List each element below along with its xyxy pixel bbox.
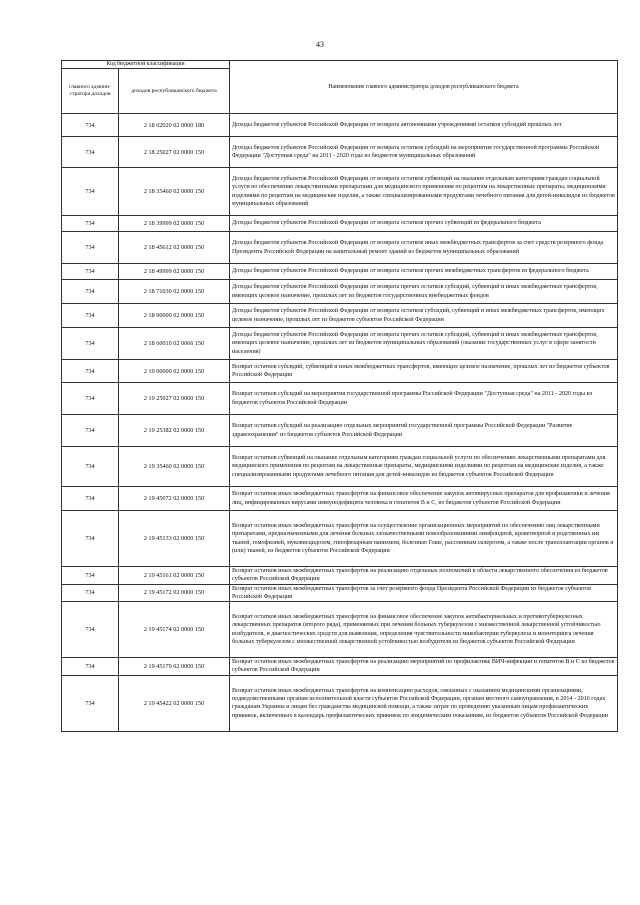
- revenue-name: Возврат остатков иных межбюджетных трансфертов на осуществление организационных мероприятий по обеспечению лиц лекарственными препаратами, предназначенными для лечения больных злокачественными новообразованиями лимфоидной, кроветворной и родственных им тканей, гемофилией, муковисцидозом, гипофизарным нанизмом, болезнью Гоше, рассеянным склерозом, а также после трансплантации органов и (или) тканей, из бюджетов субъектов Российской Федерации: [230, 511, 618, 567]
- administrator-code: 734: [62, 602, 119, 658]
- table-row: [62, 415, 618, 447]
- revenue-code: 2 19 45174 02 0000 150: [119, 602, 230, 658]
- table-row: [62, 168, 618, 216]
- administrator-code: 734: [62, 114, 119, 137]
- revenue-name: Доходы бюджетов субъектов Российской Федерации от возврата остатков прочих межбюджетных трансфертов из федерального бюджета: [230, 264, 618, 280]
- table-row: [62, 447, 618, 487]
- revenue-code: 2 18 35460 02 0000 150: [119, 168, 230, 216]
- administrator-code: 734: [62, 658, 119, 676]
- revenue-name: Доходы бюджетов субъектов Российской Федерации от возврата остатков субсидий, субвенций и иных межбюджетных трансфертов, имеющих целевое назначение, прошлых лет из бюджетов субъектов Российской Федерации: [230, 304, 618, 328]
- table-row: [62, 216, 618, 232]
- table-row: [62, 567, 618, 585]
- revenue-code: 2 18 25027 02 0000 150: [119, 137, 230, 168]
- table-row: [62, 658, 618, 676]
- revenue-code: 2 18 60010 02 0066 150: [119, 328, 230, 360]
- administrator-code: 734: [62, 567, 119, 585]
- table-row: [62, 383, 618, 415]
- administrator-code: 734: [62, 168, 119, 216]
- revenue-name: Доходы бюджетов субъектов Российской Федерации от возврата прочих остатков субсидий, субвенций и иных межбюджетных трансфертов, имеющих целевое назначение, прошлых лет из бюджетов муниципальных образований (оказание государственных услуг в сфере занятости населения): [230, 328, 618, 360]
- revenue-name: Доходы бюджетов субъектов Российской Федерации от возврата остатков прочих субвенций из федерального бюджета: [230, 216, 618, 232]
- header-administrator-name: Наименование главного администратора доходов республиканского бюджета: [230, 61, 618, 114]
- revenue-code: 2 19 45133 02 0000 150: [119, 511, 230, 567]
- table-row: [62, 232, 618, 264]
- administrator-code: 734: [62, 511, 119, 567]
- table-row: [62, 328, 618, 360]
- revenue-code: 2 19 45072 02 0000 150: [119, 487, 230, 511]
- table-row: [62, 304, 618, 328]
- header-budget-classification-code: Код бюджетной классификации: [62, 61, 230, 69]
- revenue-name: Доходы бюджетов субъектов Российской Федерации от возврата остатков иных межбюджетных трансфертов за счет средств резервного фонда Президента Российской Федерации на капитальный ремонт зданий из бюджетов муниципальных образований: [230, 232, 618, 264]
- page-number: 43: [316, 40, 324, 49]
- revenue-code: 2 19 25027 02 0000 150: [119, 383, 230, 415]
- table-row: [62, 360, 618, 383]
- header-main-administrator: главного админи-стратора доходов: [62, 69, 119, 114]
- revenue-name: Доходы бюджетов субъектов Российской Федерации от возврата прочих остатков субсидий, субвенций и иных межбюджетных трансфертов, имеющих целевое назначение, прошлых лет из бюджетов государственных внебюджетных фондов: [230, 280, 618, 304]
- revenue-code: 2 18 71030 02 0000 150: [119, 280, 230, 304]
- revenue-name: Возврат остатков иных межбюджетных трансфертов на реализацию отдельных полномочий в области лекарственного обеспечения из бюджетов субъектов Российской Федерации: [230, 567, 618, 585]
- table-row: [62, 602, 618, 658]
- table-row: [62, 264, 618, 280]
- administrator-code: 734: [62, 447, 119, 487]
- revenue-code: 2 18 49999 02 0000 150: [119, 264, 230, 280]
- administrator-code: 734: [62, 232, 119, 264]
- table-row: [62, 511, 618, 567]
- revenue-code: 2 19 45161 02 0000 150: [119, 567, 230, 585]
- revenue-name: Возврат остатков иных межбюджетных трансфертов за счет резервного фонда Президента Российской Федерации из бюджетов субъектов Российской Федерации: [230, 584, 618, 602]
- revenue-name: Доходы бюджетов субъектов Российской Федерации от возврата остатков субсидий на мероприятия государственной программы Российской Федерации "Доступная среда" на 2011 - 2020 годы из бюджетов муниципальных образований: [230, 137, 618, 168]
- administrator-code: 734: [62, 328, 119, 360]
- revenue-code: 2 18 39999 02 0000 150: [119, 216, 230, 232]
- table-row: [62, 584, 618, 602]
- revenue-code: 2 18 90000 02 0000 150: [119, 304, 230, 328]
- table-row: [62, 280, 618, 304]
- administrator-code: 734: [62, 280, 119, 304]
- table-row: [62, 487, 618, 511]
- administrator-code: 734: [62, 584, 119, 602]
- revenue-name: Возврат остатков субвенций на оказание отдельным категориям граждан социальной услуги по обеспечению лекарственными препаратами для медицинского применения по рецептам на лекарственные препараты, медицинскими изделиями по рецептам на медицинские изделия, а также специализированными продуктами лечебного питания для детей-инвалидов из бюджетов субъектов Российской Федерации: [230, 447, 618, 487]
- revenue-code: 2 19 45179 02 0000 150: [119, 658, 230, 676]
- administrator-code: 734: [62, 216, 119, 232]
- header-revenue-code: доходов республиканского бюджета: [119, 69, 230, 114]
- revenue-code: 2 18 02020 02 0000 180: [119, 114, 230, 137]
- revenue-name: Возврат остатков субсидий, субвенций и иных межбюджетных трансфертов, имеющих целевое назначение, прошлых лет из бюджетов субъектов Российской Федерации: [230, 360, 618, 383]
- revenue-name: Возврат остатков иных межбюджетных трансфертов на финансовое обеспечение закупок антибактериальных и противотуберкулезных лекарственных препаратов (второго ряда), применяемых при лечении больных туберкулезом с множественной лекарственной устойчивостью возбудителя, и диагностических средств для выявления, определения чувствительности микобактерии туберкулеза и мониторинга лечения больных туберкулезом с множественной лекарственной устойчивостью возбудителя из бюджетов субъектов Российской Федерации: [230, 602, 618, 658]
- administrator-code: 734: [62, 415, 119, 447]
- revenue-name: Доходы бюджетов субъектов Российской Федерации от возврата автономными учреждениями остатков субсидий прошлых лет: [230, 114, 618, 137]
- table-row: [62, 114, 618, 137]
- revenue-name: Возврат остатков иных межбюджетных трансфертов на финансовое обеспечение закупок антивирусных препаратов для профилактики и лечения лиц, инфицированных вирусами иммунодефицита человека и гепатитов В и С, из бюджетов субъектов Российской Федерации: [230, 487, 618, 511]
- revenue-code: 2 19 00000 02 0000 150: [119, 360, 230, 383]
- revenue-name: Возврат остатков субсидий на реализацию отдельных мероприятий государственной программы Российской Федерации "Развитие здравоохранения" из бюджетов субъектов Российской Федерации: [230, 415, 618, 447]
- administrator-code: 734: [62, 487, 119, 511]
- administrator-code: 734: [62, 383, 119, 415]
- table-body: [62, 114, 618, 732]
- administrator-code: 734: [62, 264, 119, 280]
- administrator-code: 734: [62, 304, 119, 328]
- revenue-name: Доходы бюджетов субъектов Российской Федерации от возврата остатков субвенций на оказание отдельным категориям граждан социальной услуги по обеспечению лекарственными препаратами для медицинского применения по рецептам на лекарственные препараты, медицинскими изделиями по рецептам на медицинские изделия, а также специализированными продуктами лечебного питания для детей-инвалидов из бюджетов муниципальных образований: [230, 168, 618, 216]
- administrator-code: 734: [62, 675, 119, 731]
- revenue-code: 2 19 25382 02 0000 150: [119, 415, 230, 447]
- revenue-code: 2 19 45172 02 0000 150: [119, 584, 230, 602]
- table-row: [62, 137, 618, 168]
- revenue-name: Возврат остатков иных межбюджетных трансфертов на реализацию мероприятий по профилактике ВИЧ-инфекции и гепатитов В и С из бюджетов субъектов Российской Федерации: [230, 658, 618, 676]
- revenue-name: Возврат остатков иных межбюджетных трансфертов на компенсацию расходов, связанных с оказанием медицинскими организациями, подведомственными органам исполнительной власти субъектов Российской Федерации, органам местного самоуправления, в 2014 - 2016 годах гражданам Украины и лицам без гражданства медицинской помощи, а также затрат по проведению указанным лицам профилактических прививок, включенных в календарь профилактических прививок по эпидемическим показаниям, из бюджетов субъектов Российской Федерации: [230, 675, 618, 731]
- administrator-code: 734: [62, 137, 119, 168]
- budget-classification-table: [61, 60, 618, 732]
- revenue-code: 2 19 45422 02 0000 150: [119, 675, 230, 731]
- administrator-code: 734: [62, 360, 119, 383]
- table-row: [62, 675, 618, 731]
- revenue-code: 2 18 45612 02 0000 150: [119, 232, 230, 264]
- revenue-name: Возврат остатков субсидий на мероприятия государственной программы Российской Федерации "Доступная среда" на 2011 - 2020 годы из бюджетов субъектов Российской Федерации: [230, 383, 618, 415]
- revenue-code: 2 19 35460 02 0000 150: [119, 447, 230, 487]
